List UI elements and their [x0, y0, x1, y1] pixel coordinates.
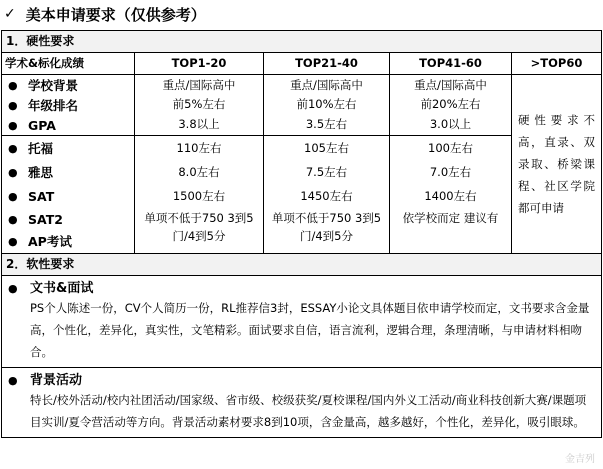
page-heading [4, 2, 206, 26]
top1-20-group1: 重点/国际高中 前5%左右 3.8以上 [135, 75, 264, 136]
label-sat: ● SAT [8, 188, 55, 204]
activities-body: 特长/校外活动/校内社团活动/国家级、省市级、校级获奖/夏校课程/国内外义工活动/商业科技创新大赛/课题项目实训/夏令营活动等方向。背景活动素材要求8到10项，含金量高，越多越好，个性化，差异化，吸引眼球。 [30, 393, 587, 429]
label-sat2: ● SAT2 [8, 211, 63, 227]
col-header-top41-60: TOP41-60 [390, 53, 512, 75]
watermark-logo: 金吉列 [565, 454, 595, 465]
soft-section-row [2, 254, 602, 276]
activities-row [2, 368, 602, 438]
bullet-icon: ● [8, 189, 18, 203]
label-ap: ● AP考试 [8, 233, 72, 249]
activities-title: ● 背景活动 [8, 372, 83, 388]
bullet-icon: ● [8, 373, 18, 387]
bullet-icon: ● [8, 98, 18, 112]
col-header-top21-40: TOP21-40 [264, 53, 390, 75]
label-school: ● 学校背景 [8, 77, 79, 93]
bullet-icon: ● [8, 234, 18, 248]
bullet-icon: ● [8, 281, 18, 295]
gt60-requirements: 硬性要求不高，直录、双录取、桥梁课程、社区学院都可申请 [512, 75, 602, 254]
label-toefl: ● 托福 [8, 140, 54, 156]
docs-row [2, 276, 602, 368]
group1-labels [2, 75, 135, 136]
hard-section-title: 1．硬性要求 [2, 31, 602, 53]
requirements-table-container [1, 30, 601, 468]
col-header-top1-20: TOP1-20 [135, 53, 264, 75]
docs-cell [2, 276, 602, 368]
bullet-icon: ● [8, 118, 18, 132]
label-ielts: ● 雅思 [8, 164, 54, 180]
requirements-table [1, 30, 602, 438]
docs-title: ● 文书&面试 [8, 280, 94, 296]
col-header-gt60: >TOP60 [512, 53, 602, 75]
top41-60-group1: 重点/国际高中 前20%左右 3.0以上 [390, 75, 512, 136]
top21-40-group1: 重点/国际高中 前10%左右 3.5左右 [264, 75, 390, 136]
bullet-icon: ● [8, 78, 18, 92]
hard-section-row [2, 31, 602, 53]
group2-labels [2, 136, 135, 254]
top21-40-group2: 105左右 7.5左右 1450左右 单项不低于750 3到5门/4到5分 [264, 136, 390, 254]
bullet-icon: ● [8, 165, 18, 179]
heading-title: 美本申请要求（仅供参考） [25, 5, 206, 24]
group1-row [2, 75, 602, 136]
top41-60-group2: 100左右 7.0左右 1400左右 依学校而定 建议有 [390, 136, 512, 254]
header-row [2, 53, 602, 75]
activities-cell [2, 368, 602, 438]
check-icon: ✓ [4, 6, 16, 22]
label-gpa: ● GPA [8, 117, 56, 133]
col-header-academic: 学术&标化成绩 [2, 53, 135, 75]
bullet-icon: ● [8, 141, 18, 155]
top1-20-group2: 110左右 8.0左右 1500左右 单项不低于750 3到5门/4到5分 [135, 136, 264, 254]
bullet-icon: ● [8, 212, 18, 226]
soft-section-title: 2．软性要求 [2, 254, 602, 276]
label-rank: ● 年级排名 [8, 97, 79, 113]
docs-body: PS个人陈述一份，CV个人简历一份，RL推荐信3封，ESSAY小论文具体题目依申请学校而定，文书要求含金量高，个性化，差异化，真实性，文笔精彩。面试要求自信，语言流利，逻辑合理，条理清晰，与申请材料相吻合。 [30, 301, 590, 359]
